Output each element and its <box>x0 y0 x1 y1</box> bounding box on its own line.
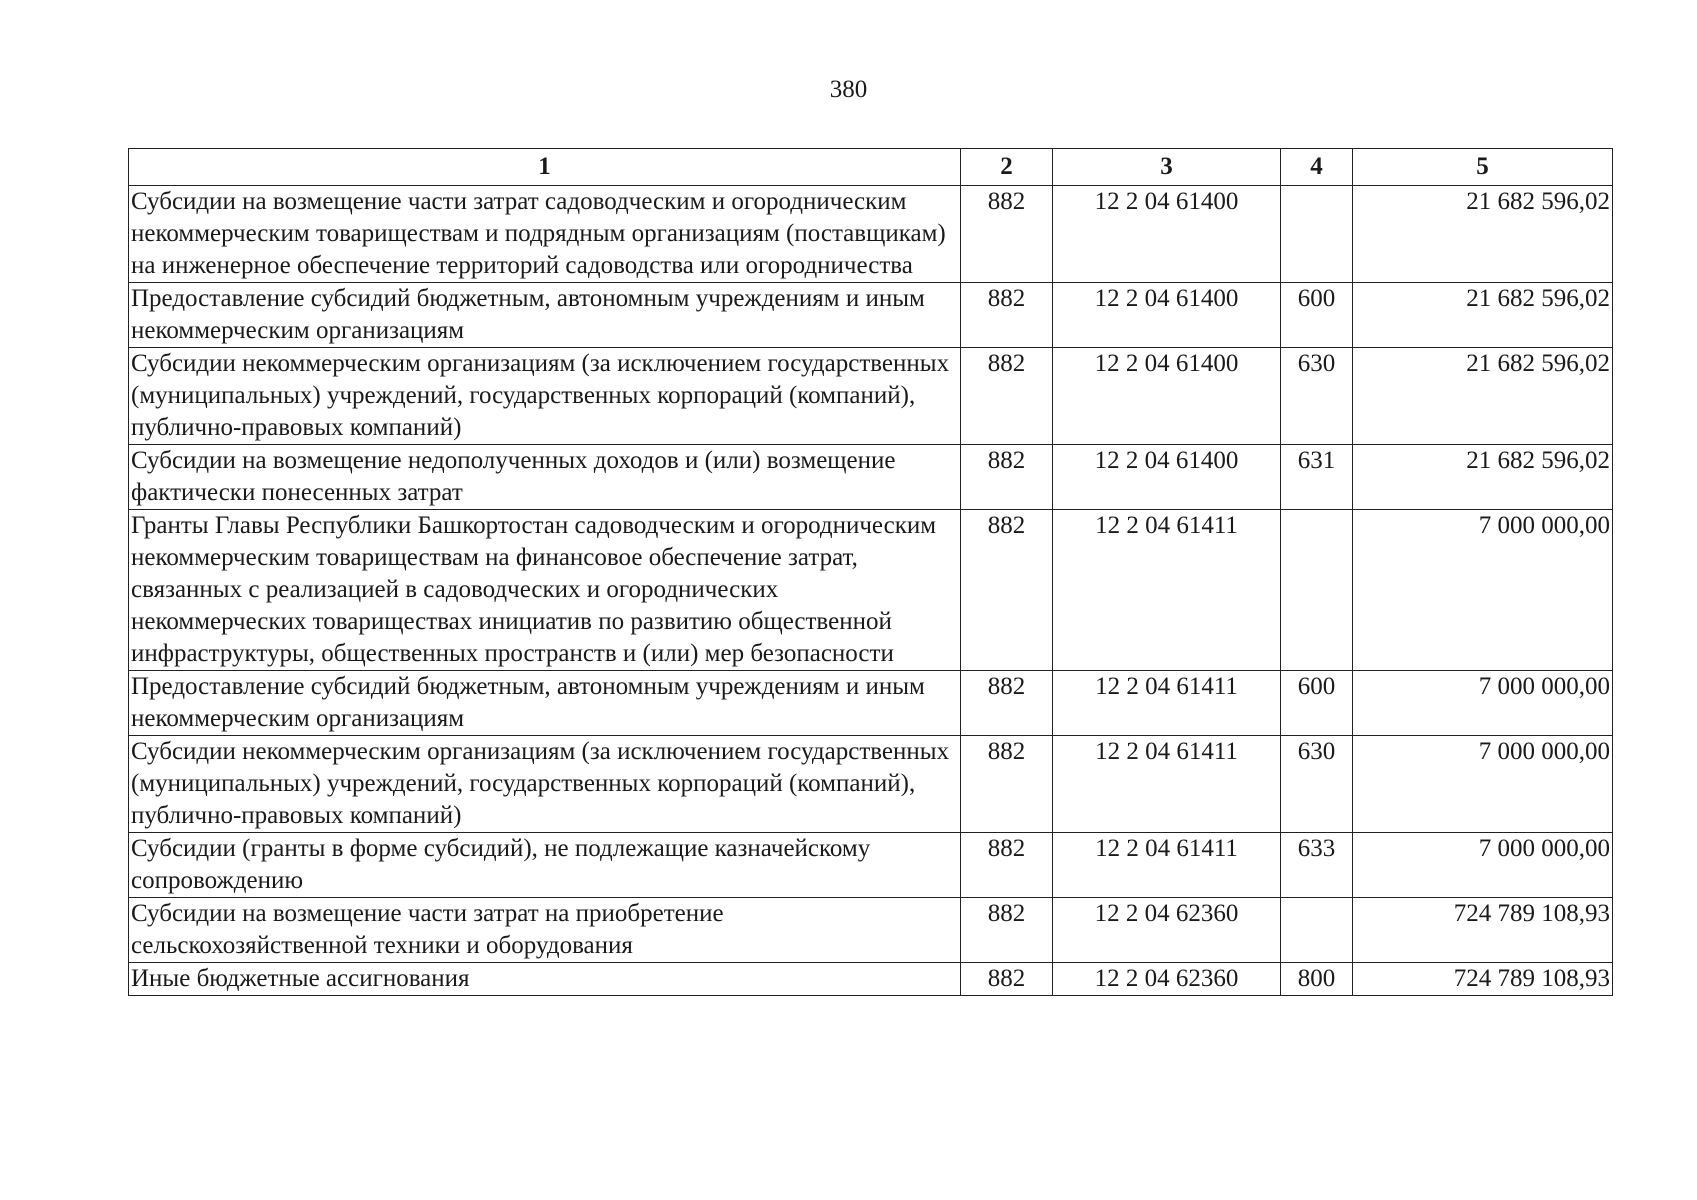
table-row <box>129 348 1613 445</box>
row-admin: 882 <box>961 510 1053 671</box>
row-admin: 882 <box>961 736 1053 833</box>
row-amount: 21 682 596,02 <box>1353 445 1613 510</box>
row-name: Субсидии на возмещение части затрат на приобретение сельскохозяйственной техники и оборудования <box>129 898 961 963</box>
row-amount: 7 000 000,00 <box>1353 833 1613 898</box>
budget-table <box>128 148 1613 996</box>
row-csr: 12 2 04 62360 <box>1053 898 1281 963</box>
row-name: Субсидии на возмещение части затрат садоводческим и огородническим некоммерческим товариществам и подрядным организациям (поставщикам) на инженерное обеспечение территорий садоводства или огородничества <box>129 186 961 283</box>
row-vr: 600 <box>1281 283 1353 348</box>
table-row <box>129 963 1613 996</box>
table-row <box>129 445 1613 510</box>
row-amount: 21 682 596,02 <box>1353 348 1613 445</box>
row-amount: 7 000 000,00 <box>1353 510 1613 671</box>
table-row <box>129 283 1613 348</box>
column-header-name: 1 <box>129 149 961 186</box>
row-amount: 724 789 108,93 <box>1353 898 1613 963</box>
row-amount: 7 000 000,00 <box>1353 736 1613 833</box>
row-amount: 724 789 108,93 <box>1353 963 1613 996</box>
row-csr: 12 2 04 61411 <box>1053 736 1281 833</box>
table-row <box>129 736 1613 833</box>
row-vr: 633 <box>1281 833 1353 898</box>
row-vr: 600 <box>1281 671 1353 736</box>
row-csr: 12 2 04 61411 <box>1053 671 1281 736</box>
row-name: Субсидии на возмещение недополученных доходов и (или) возмещение фактически понесенных затрат <box>129 445 961 510</box>
row-name: Гранты Главы Республики Башкортостан садоводческим и огородническим некоммерческим товариществам на финансовое обеспечение затрат, связанных с реализацией в садоводческих и огороднических некоммерческих товариществах инициатив по развитию общественной инфраструктуры, общественных пространств и (или) мер безопасности <box>129 510 961 671</box>
row-name: Субсидии (гранты в форме субсидий), не подлежащие казначейскому сопровождению <box>129 833 961 898</box>
table-row <box>129 898 1613 963</box>
row-csr: 12 2 04 61400 <box>1053 445 1281 510</box>
row-admin: 882 <box>961 963 1053 996</box>
row-admin: 882 <box>961 445 1053 510</box>
row-vr <box>1281 510 1353 671</box>
row-amount: 21 682 596,02 <box>1353 283 1613 348</box>
row-admin: 882 <box>961 671 1053 736</box>
column-header-admin: 2 <box>961 149 1053 186</box>
row-amount: 7 000 000,00 <box>1353 671 1613 736</box>
column-header-vr: 4 <box>1281 149 1353 186</box>
row-amount: 21 682 596,02 <box>1353 186 1613 283</box>
row-name: Предоставление субсидий бюджетным, автономным учреждениям и иным некоммерческим организациям <box>129 671 961 736</box>
row-name: Предоставление субсидий бюджетным, автономным учреждениям и иным некоммерческим организациям <box>129 283 961 348</box>
row-admin: 882 <box>961 898 1053 963</box>
row-csr: 12 2 04 61411 <box>1053 510 1281 671</box>
row-name: Иные бюджетные ассигнования <box>129 963 961 996</box>
row-csr: 12 2 04 61400 <box>1053 186 1281 283</box>
row-admin: 882 <box>961 283 1053 348</box>
row-vr <box>1281 898 1353 963</box>
row-vr: 630 <box>1281 736 1353 833</box>
table-row <box>129 186 1613 283</box>
table-row <box>129 833 1613 898</box>
column-header-csr: 3 <box>1053 149 1281 186</box>
row-name: Субсидии некоммерческим организациям (за исключением государственных (муниципальных) учреждений, государственных корпораций (компаний), публично-правовых компаний) <box>129 736 961 833</box>
row-csr: 12 2 04 61400 <box>1053 283 1281 348</box>
row-csr: 12 2 04 61400 <box>1053 348 1281 445</box>
row-csr: 12 2 04 61411 <box>1053 833 1281 898</box>
page-number: 380 <box>829 76 868 103</box>
row-admin: 882 <box>961 348 1053 445</box>
table-row <box>129 671 1613 736</box>
row-vr: 630 <box>1281 348 1353 445</box>
row-admin: 882 <box>961 186 1053 283</box>
row-vr: 631 <box>1281 445 1353 510</box>
row-name: Субсидии некоммерческим организациям (за исключением государственных (муниципальных) учреждений, государственных корпораций (компаний), публично-правовых компаний) <box>129 348 961 445</box>
column-header-amount: 5 <box>1353 149 1613 186</box>
table-header-row <box>129 149 1613 186</box>
row-vr <box>1281 186 1353 283</box>
table-row <box>129 510 1613 671</box>
row-vr: 800 <box>1281 963 1353 996</box>
row-csr: 12 2 04 62360 <box>1053 963 1281 996</box>
row-admin: 882 <box>961 833 1053 898</box>
